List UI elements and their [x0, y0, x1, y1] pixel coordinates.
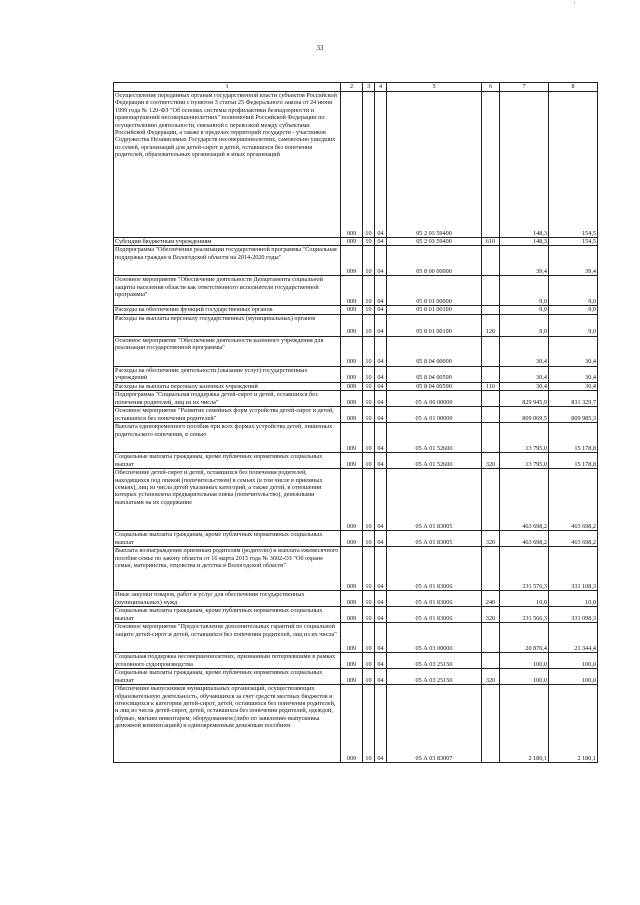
- amount-year1: 463 698,2: [500, 469, 549, 531]
- table-row: [114, 92, 598, 238]
- table-row: [114, 276, 598, 306]
- amount-year2: 831 329,7: [549, 391, 598, 407]
- amount-year1: 100,0: [500, 653, 549, 669]
- header-cell: 3: [363, 83, 375, 92]
- ved-code: 009: [341, 246, 363, 276]
- table-row: [114, 591, 598, 607]
- table-row: [114, 669, 598, 685]
- amount-year1: 9,0: [500, 276, 549, 306]
- expense-type-code: [482, 276, 500, 306]
- ved-code: 009: [341, 306, 363, 314]
- row-name: Иные закупки товаров, работ и услуг для обеспечения государственных (муниципальных) нужд: [114, 591, 341, 607]
- header-row: [114, 83, 598, 92]
- ved-code: 009: [341, 591, 363, 607]
- section-code: 10: [363, 653, 375, 669]
- table-row: [114, 382, 598, 390]
- table-row: [114, 531, 598, 547]
- amount-year1: 809 069,5: [500, 407, 549, 423]
- amount-year1: 20 876,4: [500, 623, 549, 653]
- table-row: [114, 306, 598, 314]
- target-article-code: 05 А 01 00000: [387, 407, 482, 423]
- target-article-code: 05 А 01 83005: [387, 531, 482, 547]
- subsection-code: 04: [375, 591, 387, 607]
- ved-code: 009: [341, 547, 363, 591]
- expense-type-code: [482, 653, 500, 669]
- expense-type-code: [482, 469, 500, 531]
- subsection-code: 04: [375, 238, 387, 246]
- row-name: Социальная поддержка несовершеннолетних, признанным потерпевшими в рамках уголовного судопроизводства: [114, 653, 341, 669]
- row-name: Социальные выплаты гражданам, кроме публичных нормативных социальных выплат: [114, 607, 341, 623]
- target-article-code: 05 А 03 83007: [387, 685, 482, 763]
- subsection-code: 04: [375, 92, 387, 238]
- ved-code: 009: [341, 407, 363, 423]
- expense-type-code: 320: [482, 669, 500, 685]
- target-article-code: 05 2 03 59400: [387, 92, 482, 238]
- row-name: Подпрограмма "Обеспечение реализации государственной программы "Социальная поддержка граждан в Вологодской области на 2014-2020 годы": [114, 246, 341, 276]
- row-name: Социальные выплаты гражданам, кроме публичных нормативных социальных выплат: [114, 453, 341, 469]
- amount-year1: 829 945,9: [500, 391, 549, 407]
- amount-year2: 9,0: [549, 306, 598, 314]
- target-article-code: 05 А 03 25150: [387, 669, 482, 685]
- amount-year1: 331 566,3: [500, 607, 549, 623]
- subsection-code: 04: [375, 314, 387, 336]
- expense-type-code: 120: [482, 314, 500, 336]
- row-name: Выплата единовременного пособия при всех формах устройства детей, лишенных родительского попечения, в семью: [114, 423, 341, 453]
- amount-year2: 15 178,8: [549, 423, 598, 453]
- row-name: Социальные выплаты гражданам, кроме публичных нормативных социальных выплат: [114, 531, 341, 547]
- expense-type-code: [482, 391, 500, 407]
- table-row: [114, 653, 598, 669]
- budget-table: [113, 82, 598, 763]
- table-row: [114, 623, 598, 653]
- amount-year2: 2 180,1: [549, 685, 598, 763]
- row-name: Обеспечение выпускников муниципальных организаций, осуществляющих образовательную деятельность, обучавшихся за счет средств местных бюджетов и относящихся к категории детей-сирот, детей, оставшихся без попечения родителей, и лиц из числа детей-сирот, детей, оставшихся без попечения родителей, одеждой, обувью, мягким инвентарем, оборудованием (либо по заявлению выпускника денежной компенсацией) и единовременным денежным пособием: [114, 685, 341, 763]
- section-code: 10: [363, 366, 375, 382]
- amount-year2: 30,4: [549, 336, 598, 366]
- row-name: Расходы на обеспечение функций государственных органов: [114, 306, 341, 314]
- expense-type-code: [482, 407, 500, 423]
- amount-year2: 154,5: [549, 238, 598, 246]
- amount-year1: 30,4: [500, 366, 549, 382]
- page-number: 33: [316, 44, 324, 52]
- amount-year1: 331 576,3: [500, 547, 549, 591]
- amount-year2: 100,0: [549, 653, 598, 669]
- ved-code: 009: [341, 685, 363, 763]
- target-article-code: 05 А 01 83006: [387, 607, 482, 623]
- ved-code: 009: [341, 276, 363, 306]
- section-code: 10: [363, 314, 375, 336]
- row-name: Субсидии бюджетным учреждениям: [114, 238, 341, 246]
- section-code: 10: [363, 453, 375, 469]
- amount-year2: 10,0: [549, 591, 598, 607]
- ved-code: 009: [341, 669, 363, 685]
- subsection-code: 04: [375, 336, 387, 366]
- row-name: Основное мероприятие "Обеспечение деятельности Департамента социальной защиты населения области как ответственного исполнителя государственной программы": [114, 276, 341, 306]
- amount-year2: 39,4: [549, 246, 598, 276]
- section-code: 10: [363, 238, 375, 246]
- subsection-code: 04: [375, 623, 387, 653]
- section-code: 10: [363, 685, 375, 763]
- expense-type-code: 320: [482, 531, 500, 547]
- amount-year1: 10,0: [500, 591, 549, 607]
- expense-type-code: 320: [482, 607, 500, 623]
- header-cell: 8: [549, 83, 598, 92]
- expense-type-code: [482, 366, 500, 382]
- subsection-code: 04: [375, 547, 387, 591]
- row-name: Обеспечение детей-сирот и детей, оставшихся без попечения родителей, находящихся под опекой (попечительством) в семьях (в том числе в приемных семьях), лиц из числа детей указанных категорий, а также детей, в отношении которых установлена предварительная опека (попечительство), денежными выплатами на их содержание: [114, 469, 341, 531]
- target-article-code: 05 А 03 00000: [387, 623, 482, 653]
- expense-type-code: [482, 423, 500, 453]
- amount-year1: 2 180,1: [500, 685, 549, 763]
- expense-type-code: [482, 306, 500, 314]
- target-article-code: 05 8 01 00000: [387, 276, 482, 306]
- subsection-code: 04: [375, 531, 387, 547]
- row-name: Расходы на выплаты персоналу казенных учреждений: [114, 382, 341, 390]
- subsection-code: 04: [375, 391, 387, 407]
- header-cell: 5: [387, 83, 482, 92]
- section-code: 10: [363, 469, 375, 531]
- header-cell: 1: [114, 83, 341, 92]
- amount-year2: 809 985,3: [549, 407, 598, 423]
- expense-type-code: 110: [482, 382, 500, 390]
- subsection-code: 04: [375, 653, 387, 669]
- expense-type-code: [482, 92, 500, 238]
- header-cell: 7: [500, 83, 549, 92]
- ved-code: 009: [341, 623, 363, 653]
- amount-year1: 148,3: [500, 92, 549, 238]
- amount-year1: 9,0: [500, 306, 549, 314]
- subsection-code: 04: [375, 685, 387, 763]
- amount-year1: 30,4: [500, 382, 549, 390]
- section-code: 10: [363, 382, 375, 390]
- row-name: Основное мероприятие "Развитие семейных форм устройства детей-сирот и детей, оставшихся без попечения родителей": [114, 407, 341, 423]
- amount-year1: 30,4: [500, 336, 549, 366]
- amount-year2: 100,0: [549, 669, 598, 685]
- row-name: Выплата вознаграждения приемным родителям (родителю) и выплата ежемесячного пособия семье по закону области от 16 марта 2015 года № 3602-ОЗ "Об охране семьи, материнства, отцовства и детства в Вологодской области": [114, 547, 341, 591]
- amount-year1: 13 795,0: [500, 423, 549, 453]
- amount-year1: 13 795,0: [500, 453, 549, 469]
- target-article-code: 05 2 03 59400: [387, 238, 482, 246]
- expense-type-code: [482, 246, 500, 276]
- ved-code: 009: [341, 92, 363, 238]
- target-article-code: 05 А 01 83006: [387, 591, 482, 607]
- subsection-code: 04: [375, 607, 387, 623]
- corner-mark: ': [574, 2, 576, 8]
- target-article-code: 05 8 04 00590: [387, 382, 482, 390]
- target-article-code: 05 А 01 52600: [387, 453, 482, 469]
- section-code: 10: [363, 407, 375, 423]
- header-cell: 6: [482, 83, 500, 92]
- section-code: 10: [363, 607, 375, 623]
- section-code: 10: [363, 246, 375, 276]
- expense-type-code: [482, 623, 500, 653]
- table-row: [114, 336, 598, 366]
- header-cell: 4: [375, 83, 387, 92]
- table-row: [114, 607, 598, 623]
- amount-year1: 463 698,2: [500, 531, 549, 547]
- subsection-code: 04: [375, 246, 387, 276]
- subsection-code: 04: [375, 407, 387, 423]
- section-code: 10: [363, 276, 375, 306]
- expense-type-code: 610: [482, 238, 500, 246]
- section-code: 10: [363, 92, 375, 238]
- ved-code: 009: [341, 382, 363, 390]
- section-code: 10: [363, 623, 375, 653]
- subsection-code: 04: [375, 366, 387, 382]
- row-name: Основное мероприятие "Предоставление дополнительных гарантий по социальной защите детей-сирот и детей, оставшихся без попечения родителей, лиц из их числа": [114, 623, 341, 653]
- ved-code: 009: [341, 423, 363, 453]
- ved-code: 009: [341, 469, 363, 531]
- amount-year2: 331 108,3: [549, 547, 598, 591]
- amount-year2: 21 344,4: [549, 623, 598, 653]
- target-article-code: 05 А 03 25150: [387, 653, 482, 669]
- ved-code: 009: [341, 653, 363, 669]
- amount-year2: 30,4: [549, 382, 598, 390]
- amount-year2: 331 098,3: [549, 607, 598, 623]
- table-row: [114, 391, 598, 407]
- section-code: 10: [363, 423, 375, 453]
- target-article-code: 05 8 01 00190: [387, 306, 482, 314]
- table-row: [114, 314, 598, 336]
- row-name: Осуществление переданных органам государственной власти субъектов Российской Федерации в соответствии с пунктом 3 статьи 25 Федерального закона от 24 июня 1999 года № 120-ФЗ "Об основах системы профилактики безнадзорности и правонарушений несовершеннолетних" полномочий Российской Федерации по осуществлению деятельности, связанной с перевозкой между субъектами Российской Федерации, а также в пределах территорий государств - участников Содружества Независимых Государств несовершеннолетних, самовольно ушедших из семей, организаций для детей-сирот и детей, оставшихся без попечения родителей, образовательных организаций и иных организаций: [114, 92, 341, 238]
- subsection-code: 04: [375, 276, 387, 306]
- amount-year1: 100,0: [500, 669, 549, 685]
- ved-code: 009: [341, 391, 363, 407]
- expense-type-code: 240: [482, 591, 500, 607]
- table-row: [114, 469, 598, 531]
- ved-code: 009: [341, 238, 363, 246]
- amount-year2: 154,5: [549, 92, 598, 238]
- expense-type-code: [482, 547, 500, 591]
- target-article-code: 05 А 01 83005: [387, 469, 482, 531]
- header-cell: 2: [341, 83, 363, 92]
- target-article-code: 05 8 01 00190: [387, 314, 482, 336]
- subsection-code: 04: [375, 669, 387, 685]
- target-article-code: 05 8 04 00590: [387, 366, 482, 382]
- expense-type-code: [482, 336, 500, 366]
- subsection-code: 04: [375, 423, 387, 453]
- section-code: 10: [363, 547, 375, 591]
- expense-type-code: [482, 685, 500, 763]
- row-name: Расходы на выплаты персоналу государственных (муниципальных) органов: [114, 314, 341, 336]
- ved-code: 009: [341, 607, 363, 623]
- table-row: [114, 366, 598, 382]
- table-row: [114, 246, 598, 276]
- amount-year1: 39,4: [500, 246, 549, 276]
- target-article-code: 05 А 00 00000: [387, 391, 482, 407]
- table-row: [114, 453, 598, 469]
- ved-code: 009: [341, 366, 363, 382]
- section-code: 10: [363, 391, 375, 407]
- section-code: 10: [363, 591, 375, 607]
- table-row: [114, 407, 598, 423]
- table-row: [114, 238, 598, 246]
- row-name: Подпрограмма "Социальная поддержка детей-сирот и детей, оставшихся без попечения родителей, лиц из их числа": [114, 391, 341, 407]
- section-code: 10: [363, 306, 375, 314]
- row-name: Социальные выплаты гражданам, кроме публичных нормативных социальных выплат: [114, 669, 341, 685]
- amount-year2: 30,4: [549, 366, 598, 382]
- row-name: Расходы на обеспечение деятельности (оказание услуг) государственных учреждений: [114, 366, 341, 382]
- amount-year1: 9,0: [500, 314, 549, 336]
- ved-code: 009: [341, 336, 363, 366]
- row-name: Основное мероприятие "Обеспечение деятельности казенного учреждения для реализации государственной программы": [114, 336, 341, 366]
- subsection-code: 04: [375, 453, 387, 469]
- table-row: [114, 547, 598, 591]
- ved-code: 009: [341, 531, 363, 547]
- target-article-code: 05 А 01 52600: [387, 423, 482, 453]
- expense-type-code: 320: [482, 453, 500, 469]
- section-code: 10: [363, 531, 375, 547]
- amount-year2: 15 178,8: [549, 453, 598, 469]
- target-article-code: 05 А 01 83006: [387, 547, 482, 591]
- amount-year2: 463 698,2: [549, 469, 598, 531]
- target-article-code: 05 8 00 00000: [387, 246, 482, 276]
- table-row: [114, 423, 598, 453]
- table-row: [114, 685, 598, 763]
- subsection-code: 04: [375, 306, 387, 314]
- subsection-code: 04: [375, 469, 387, 531]
- amount-year2: 463 698,2: [549, 531, 598, 547]
- section-code: 10: [363, 669, 375, 685]
- subsection-code: 04: [375, 382, 387, 390]
- ved-code: 009: [341, 453, 363, 469]
- amount-year2: 9,0: [549, 276, 598, 306]
- target-article-code: 05 8 04 00000: [387, 336, 482, 366]
- amount-year2: 9,0: [549, 314, 598, 336]
- amount-year1: 148,3: [500, 238, 549, 246]
- section-code: 10: [363, 336, 375, 366]
- ved-code: 009: [341, 314, 363, 336]
